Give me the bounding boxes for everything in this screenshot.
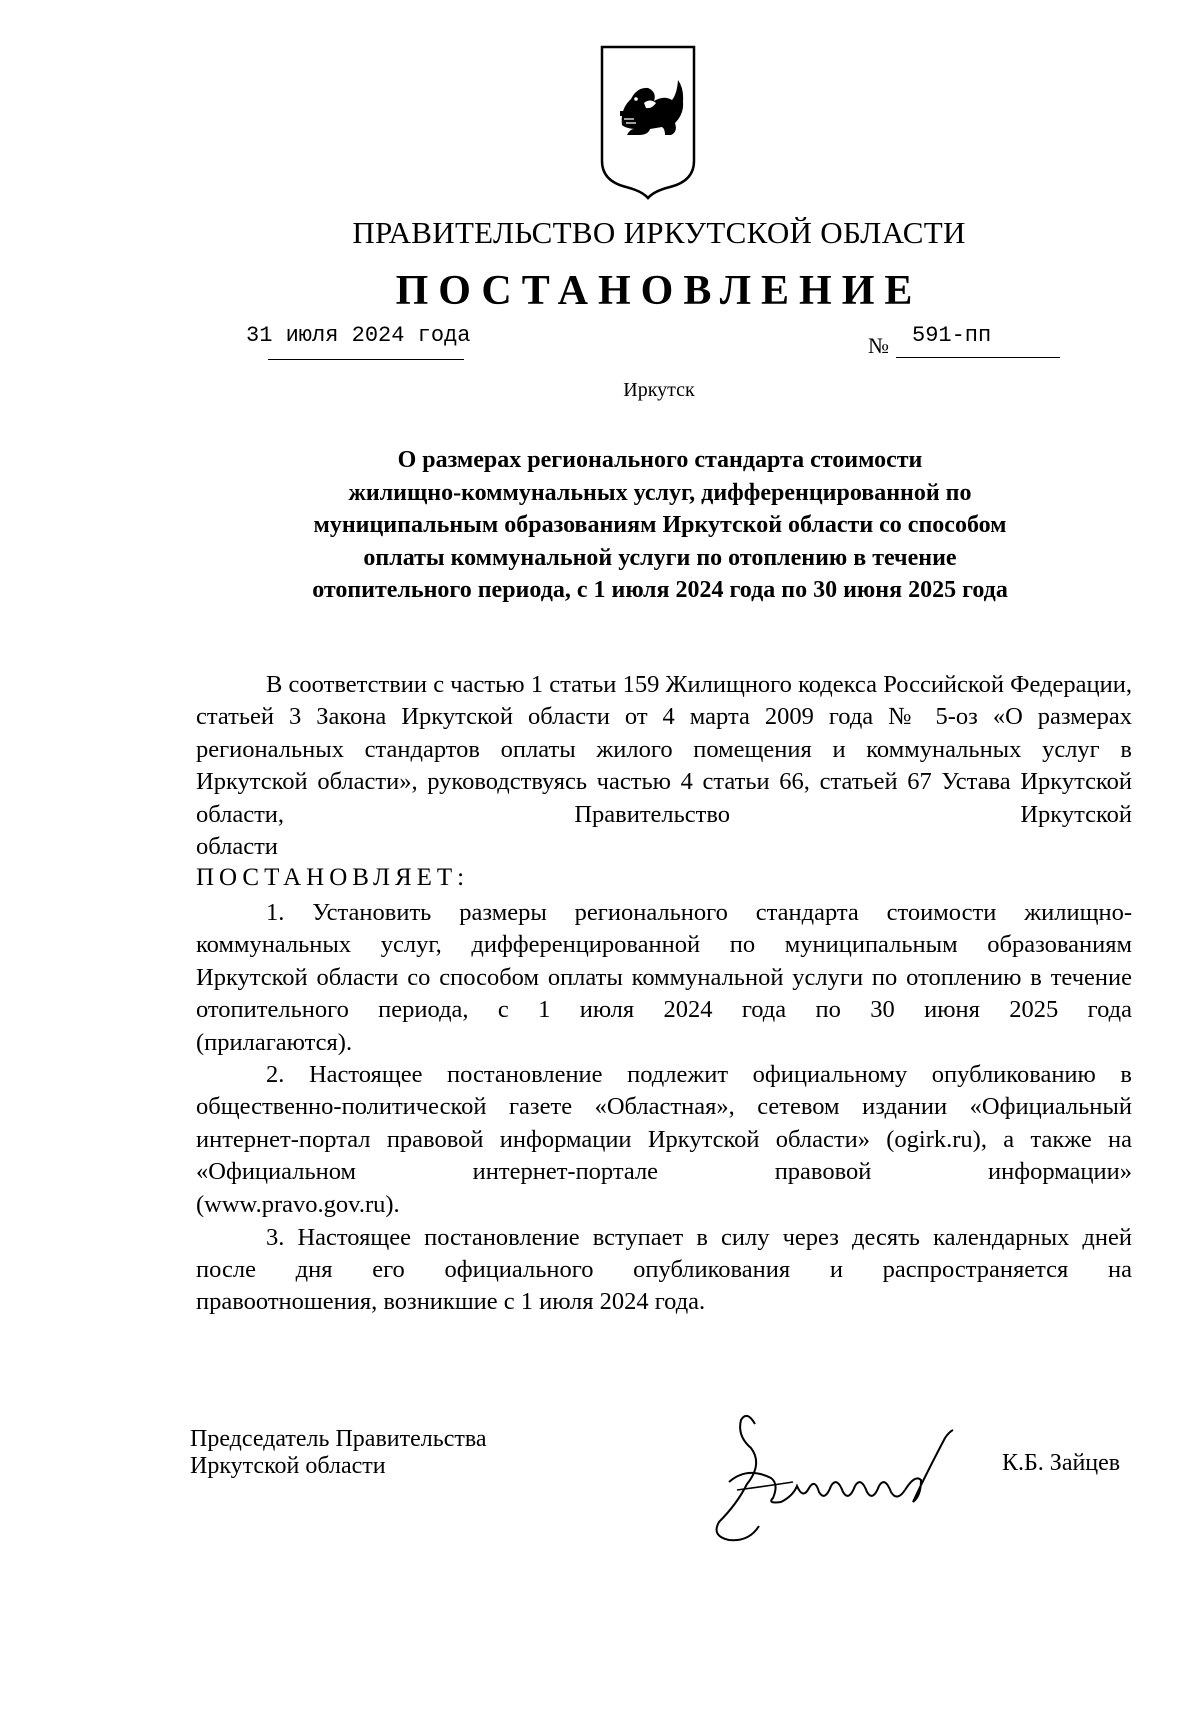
handwritten-signature xyxy=(707,1404,963,1554)
document-heading xyxy=(250,444,1070,607)
signer-position-line: Председатель Правительства xyxy=(190,1426,487,1452)
city-name: Иркутск xyxy=(623,379,695,401)
preamble-paragraph: В соответствии с частью 1 статьи 159 Жилищного кодекса Российской Федерации, статьей 3 Закона Иркутской области от 4 марта 2009 года № 5-оз «О размерах региональных стандартов оплаты жилого помещения и коммунальных услуг в Иркутской области», руководствуясь частью 4 статьи 66, статьей 67 Устава Иркутской области, Правительство Иркутской xyxy=(196,671,1132,828)
clause-2-end: (www.pravo.gov.ru). xyxy=(196,1191,400,1218)
heading-line: жилищно-коммунальных услуг, дифференцированной по xyxy=(348,479,972,506)
irkutsk-coat-of-arms-icon xyxy=(598,43,698,200)
signer-name: К.Б. Зайцев xyxy=(1002,1450,1121,1476)
document-type: ПОСТАНОВЛЕНИЕ xyxy=(395,268,923,314)
clause-1-end: (прилагаются). xyxy=(196,1029,353,1056)
number-sign: № xyxy=(868,333,889,358)
clause-3-end: правоотношения, возникшие с 1 июля 2024 года. xyxy=(196,1288,706,1315)
number-underline xyxy=(896,357,1060,358)
signer-position xyxy=(190,1426,487,1480)
signer-position-line: Иркутской области xyxy=(190,1453,386,1479)
preamble-paragraph-end: области xyxy=(196,833,278,860)
government-name: ПРАВИТЕЛЬСТВО ИРКУТСКОЙ ОБЛАСТИ xyxy=(352,215,966,250)
heading-line: муниципальным образованиям Иркутской области со способом xyxy=(313,512,1007,538)
resolves-word: ПОСТАНОВЛЯЕТ: xyxy=(196,864,470,891)
clause-2: 2. Настоящее постановление подлежит официальному опубликованию в общественно-политической газете «Областная», сетевом издании «Официальный интернет-портал правовой информации Иркутской области» (ogirk.ru), а также на «Официальном интернет-портале правовой информации» xyxy=(196,1061,1132,1186)
heading-line: оплаты коммунальной услуги по отоплению в течение xyxy=(363,544,957,571)
clause-1: 1. Установить размеры регионального стандарта стоимости жилищно-коммунальных услуг, дифференцированной по муниципальным образованиям Иркутской области со способом оплаты коммунальной услуги по отоплению в течение отопительного периода, с 1 июля 2024 года по 30 июня 2025 года xyxy=(196,899,1132,1024)
document-date: 31 июля 2024 года xyxy=(246,323,471,348)
heading-line: О размерах регионального стандарта стоимости xyxy=(397,447,923,473)
heading-line: отопительного периода, с 1 июля 2024 года по 30 июня 2025 года xyxy=(312,577,1008,603)
document-number: 591-пп xyxy=(912,323,992,348)
date-underline xyxy=(268,359,464,360)
clause-3: 3. Настоящее постановление вступает в силу через десять календарных дней после дня его официального опубликования и распространяется на xyxy=(196,1224,1132,1284)
